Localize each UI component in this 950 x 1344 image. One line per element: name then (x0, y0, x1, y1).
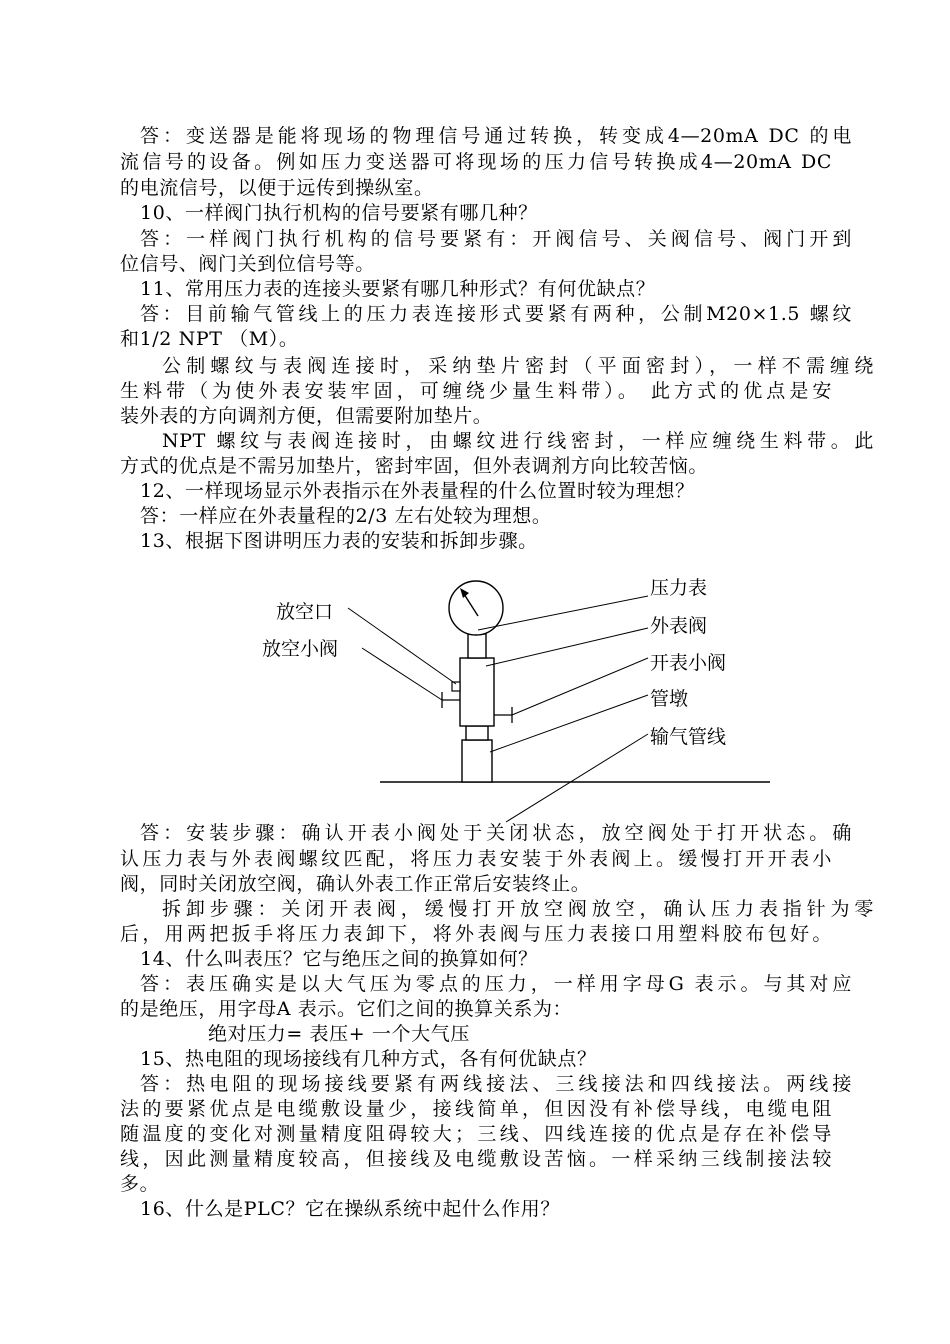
paragraph-line: 位信号、阀门关到位信号等。 (120, 253, 375, 275)
question-heading: 16、什么是PLC？它在操纵系统中起什么作用？ (140, 1198, 560, 1220)
paragraph-line: 后，用两把扳手将压力表卸下，将外表阀与压力表接口用塑料胶布包好。 (120, 923, 832, 945)
paragraph-line: 答：表压确实是以大气压为零点的压力，一样用字母G 表示。与其对应 (140, 973, 852, 995)
paragraph-line: 的是绝压，用字母A 表示。它们之间的换算关系为： (120, 998, 573, 1020)
paragraph-line: 随温度的变化对测量精度阻碍较大；三线、四线连接的优点是存在补偿导 (120, 1123, 832, 1145)
paragraph-line: 生料带（为使外表安装牢固，可缠绕少量生料带）。 此方式的优点是安 (120, 380, 832, 402)
paragraph-line: 方式的优点是不需另加垫片，密封牢固，但外表调剂方向比较苦恼。 (120, 455, 709, 477)
paragraph-line: 装外表的方向调剂方便，但需要附加垫片。 (120, 405, 493, 427)
paragraph-line: 多。 (120, 1173, 160, 1195)
paragraph-line: 阀，同时关闭放空阀，确认外表工作正常后安装终止。 (120, 873, 591, 895)
question-heading: 13、根据下图讲明压力表的安装和拆卸步骤。 (140, 530, 538, 552)
paragraph-line: 认压力表与外表阀螺纹匹配，将压力表安装于外表阀上。缓慢打开开表小 (120, 848, 832, 870)
label-instrument-valve: 外表阀 (650, 615, 708, 637)
label-vent-port: 放空口 (276, 601, 334, 623)
paragraph-line: NPT 螺纹与表阀连接时，由螺纹进行线密封，一样应缠绕生料带。此 (162, 430, 874, 452)
paragraph-line: 答：热电阻的现场接线要紧有两线接法、三线接法和四线接法。两线接 (140, 1073, 852, 1095)
paragraph-line: 答：一样阀门执行机构的信号要紧有：开阀信号、关阀信号、阀门开到 (140, 228, 852, 250)
paragraph-line: 线，因此测量精度较高，但接线及电缆敷设苦恼。一样采纳三线制接法较 (120, 1148, 832, 1170)
question-heading: 14、什么叫表压？它与绝压之间的换算如何？ (140, 948, 538, 970)
label-pressure-gauge: 压力表 (650, 577, 708, 599)
label-gas-pipeline: 输气管线 (650, 726, 727, 748)
paragraph-line: 的电流信号，以便于远传到操纵室。 (120, 177, 434, 199)
label-gauge-small-valve: 开表小阀 (650, 652, 727, 674)
paragraph-line: 公制螺纹与表阀连接时，采纳垫片密封（平面密封），一样不需缠绕 (162, 355, 874, 377)
formula-line: 绝对压力= 表压+ 一个大气压 (208, 1023, 470, 1045)
paragraph-line: 和1/2 NPT （M）。 (120, 328, 299, 350)
question-heading: 11、常用压力表的连接头要紧有哪几种形式？有何优缺点？ (140, 278, 656, 300)
paragraph-line: 答：目前输气管线上的压力表连接形式要紧有两种，公制M20×1.5 螺纹 (140, 303, 852, 325)
paragraph-line: 流信号的设备。例如压力变送器可将现场的压力信号转换成4—20mA DC (120, 151, 832, 173)
paragraph-line: 答：变送器是能将现场的物理信号通过转换，转变成4—20mA DC 的电 (140, 125, 852, 147)
question-heading: 15、热电阻的现场接线有几种方式，各有何优缺点？ (140, 1048, 597, 1070)
label-pipe-stub: 管墩 (650, 688, 689, 710)
paragraph-line: 拆卸步骤：关闭开表阀，缓慢打开放空阀放空，确认压力表指针为零 (162, 898, 874, 920)
paragraph-line: 答：一样应在外表量程的2/3 左右处较为理想。 (140, 505, 552, 527)
question-heading: 10、一样阀门执行机构的信号要紧有哪几种？ (140, 202, 538, 224)
label-vent-small-valve: 放空小阀 (262, 638, 339, 660)
paragraph-line: 法的要紧优点是电缆敷设量少，接线简单，但因没有补偿导线，电缆电阻 (120, 1098, 832, 1120)
question-heading: 12、一样现场显示外表指示在外表量程的什么位置时较为理想？ (140, 480, 695, 502)
paragraph-line: 答：安装步骤：确认开表小阀处于关闭状态，放空阀处于打开状态。确 (140, 822, 852, 844)
pressure-gauge-installation-diagram (250, 560, 770, 830)
